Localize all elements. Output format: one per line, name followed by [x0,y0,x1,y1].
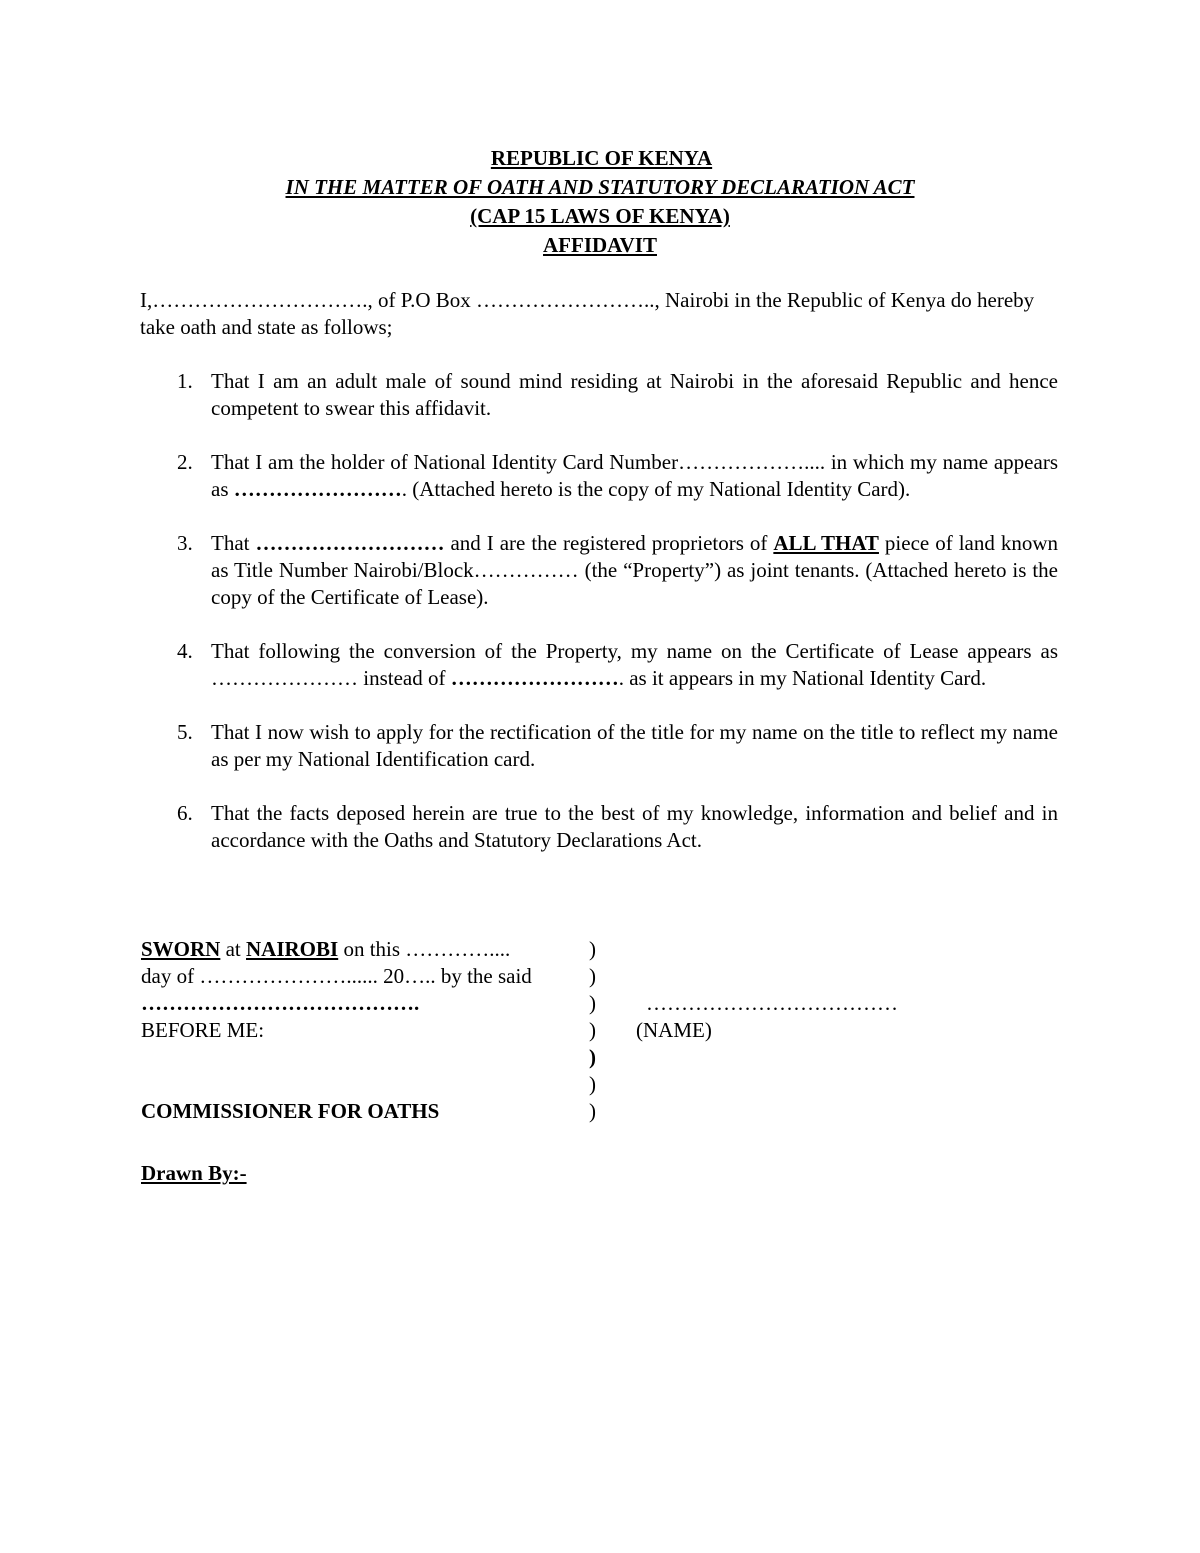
title-cap: (CAP 15 LAWS OF KENYA) [470,204,730,228]
before-me-label: BEFORE ME: [141,1018,265,1042]
nairobi-label: NAIROBI [246,937,339,961]
jurat-row-before [141,1017,941,1044]
at-label: at [220,937,247,961]
sworn-label: SWORN [141,937,221,961]
jurat-block [141,936,941,1125]
item-text: That [211,531,256,555]
statement-item [140,449,1058,503]
title-republic: REPUBLIC OF KENYA [490,146,713,170]
jurat-row-dots [141,990,941,1017]
item-number: 5. [177,720,193,744]
paren: ) [589,1018,596,1042]
item-text: piece of land known as Title Number Nairobi/Block…………… (the “Property”) as joint tenants. (Attached hereto is the copy of the Certificate of Lease). [211,531,1058,609]
jurat-row-blank [141,1071,941,1098]
intro-paragraph: I,…………………………., of P.O Box …………………….., Nairobi in the Republic of Kenya do hereby take oath and state as follows; [140,288,1035,339]
item-blank-bold: …………………… [233,477,402,501]
statement-list [140,368,1058,881]
statement-item [140,800,1058,854]
day-line: day of …………………...... 20….. by the said [141,964,532,988]
title-matter: IN THE MATTER OF OATH AND STATUTORY DECLARATION ACT [285,175,915,199]
paren: ) [589,1072,596,1096]
jurat-row-sworn [141,936,941,963]
item-blank-bold: …………………… [450,666,619,690]
item-text: and I are the registered proprietors of [444,531,774,555]
item-number: 6. [177,801,193,825]
statement-item [140,719,1058,773]
statement-item [140,530,1058,611]
statement-item [140,638,1058,692]
jurat-row-blank [141,1044,941,1071]
item-text: . (Attached hereto is the copy of my National Identity Card). [401,477,911,501]
paren: ) [589,1045,596,1069]
item-number: 4. [177,639,193,663]
item-blank-bold: ……………………… [255,531,445,555]
item-text: That I now wish to apply for the rectification of the title for my name on the title to reflect my name as per my National Identification card. [211,720,1058,771]
deponent-dots: …………………………………. [141,991,420,1015]
name-label: (NAME) [636,1018,712,1042]
item-number: 3. [177,531,193,555]
item-text: . as it appears in my National Identity Card. [618,666,987,690]
commissioner-label: COMMISSIONER FOR OATHS [141,1099,440,1123]
item-text: That following the conversion of the Property, my name on the Certificate of Lease appears as ………………… instead of [211,639,1058,690]
item-number: 2. [177,450,193,474]
paren: ) [589,937,596,961]
item-number: 1. [177,369,193,393]
paren: ) [589,991,596,1015]
jurat-row-commissioner [141,1098,941,1125]
item-text: That I am the holder of National Identity Card Number……………….... in which my name appears as [211,450,1058,501]
item-text: That the facts deposed herein are true to the best of my knowledge, information and belief and in accordance with the Oaths and Statutory Declarations Act. [211,801,1058,852]
paren: ) [589,964,596,988]
signature-dots: ……………………………… [646,991,898,1015]
on-this-label: on this ………….... [338,937,511,961]
jurat-row-day [141,963,941,990]
title-affidavit: AFFIDAVIT [543,233,657,257]
item-text: That I am an adult male of sound mind residing at Nairobi in the aforesaid Republic and hence competent to swear this affidavit. [211,369,1058,420]
paren: ) [589,1099,596,1123]
document-header [0,144,1200,260]
drawn-by-label: Drawn By:- [141,1161,247,1185]
all-that-emphasis: ALL THAT [773,531,879,555]
statement-item [140,368,1058,422]
